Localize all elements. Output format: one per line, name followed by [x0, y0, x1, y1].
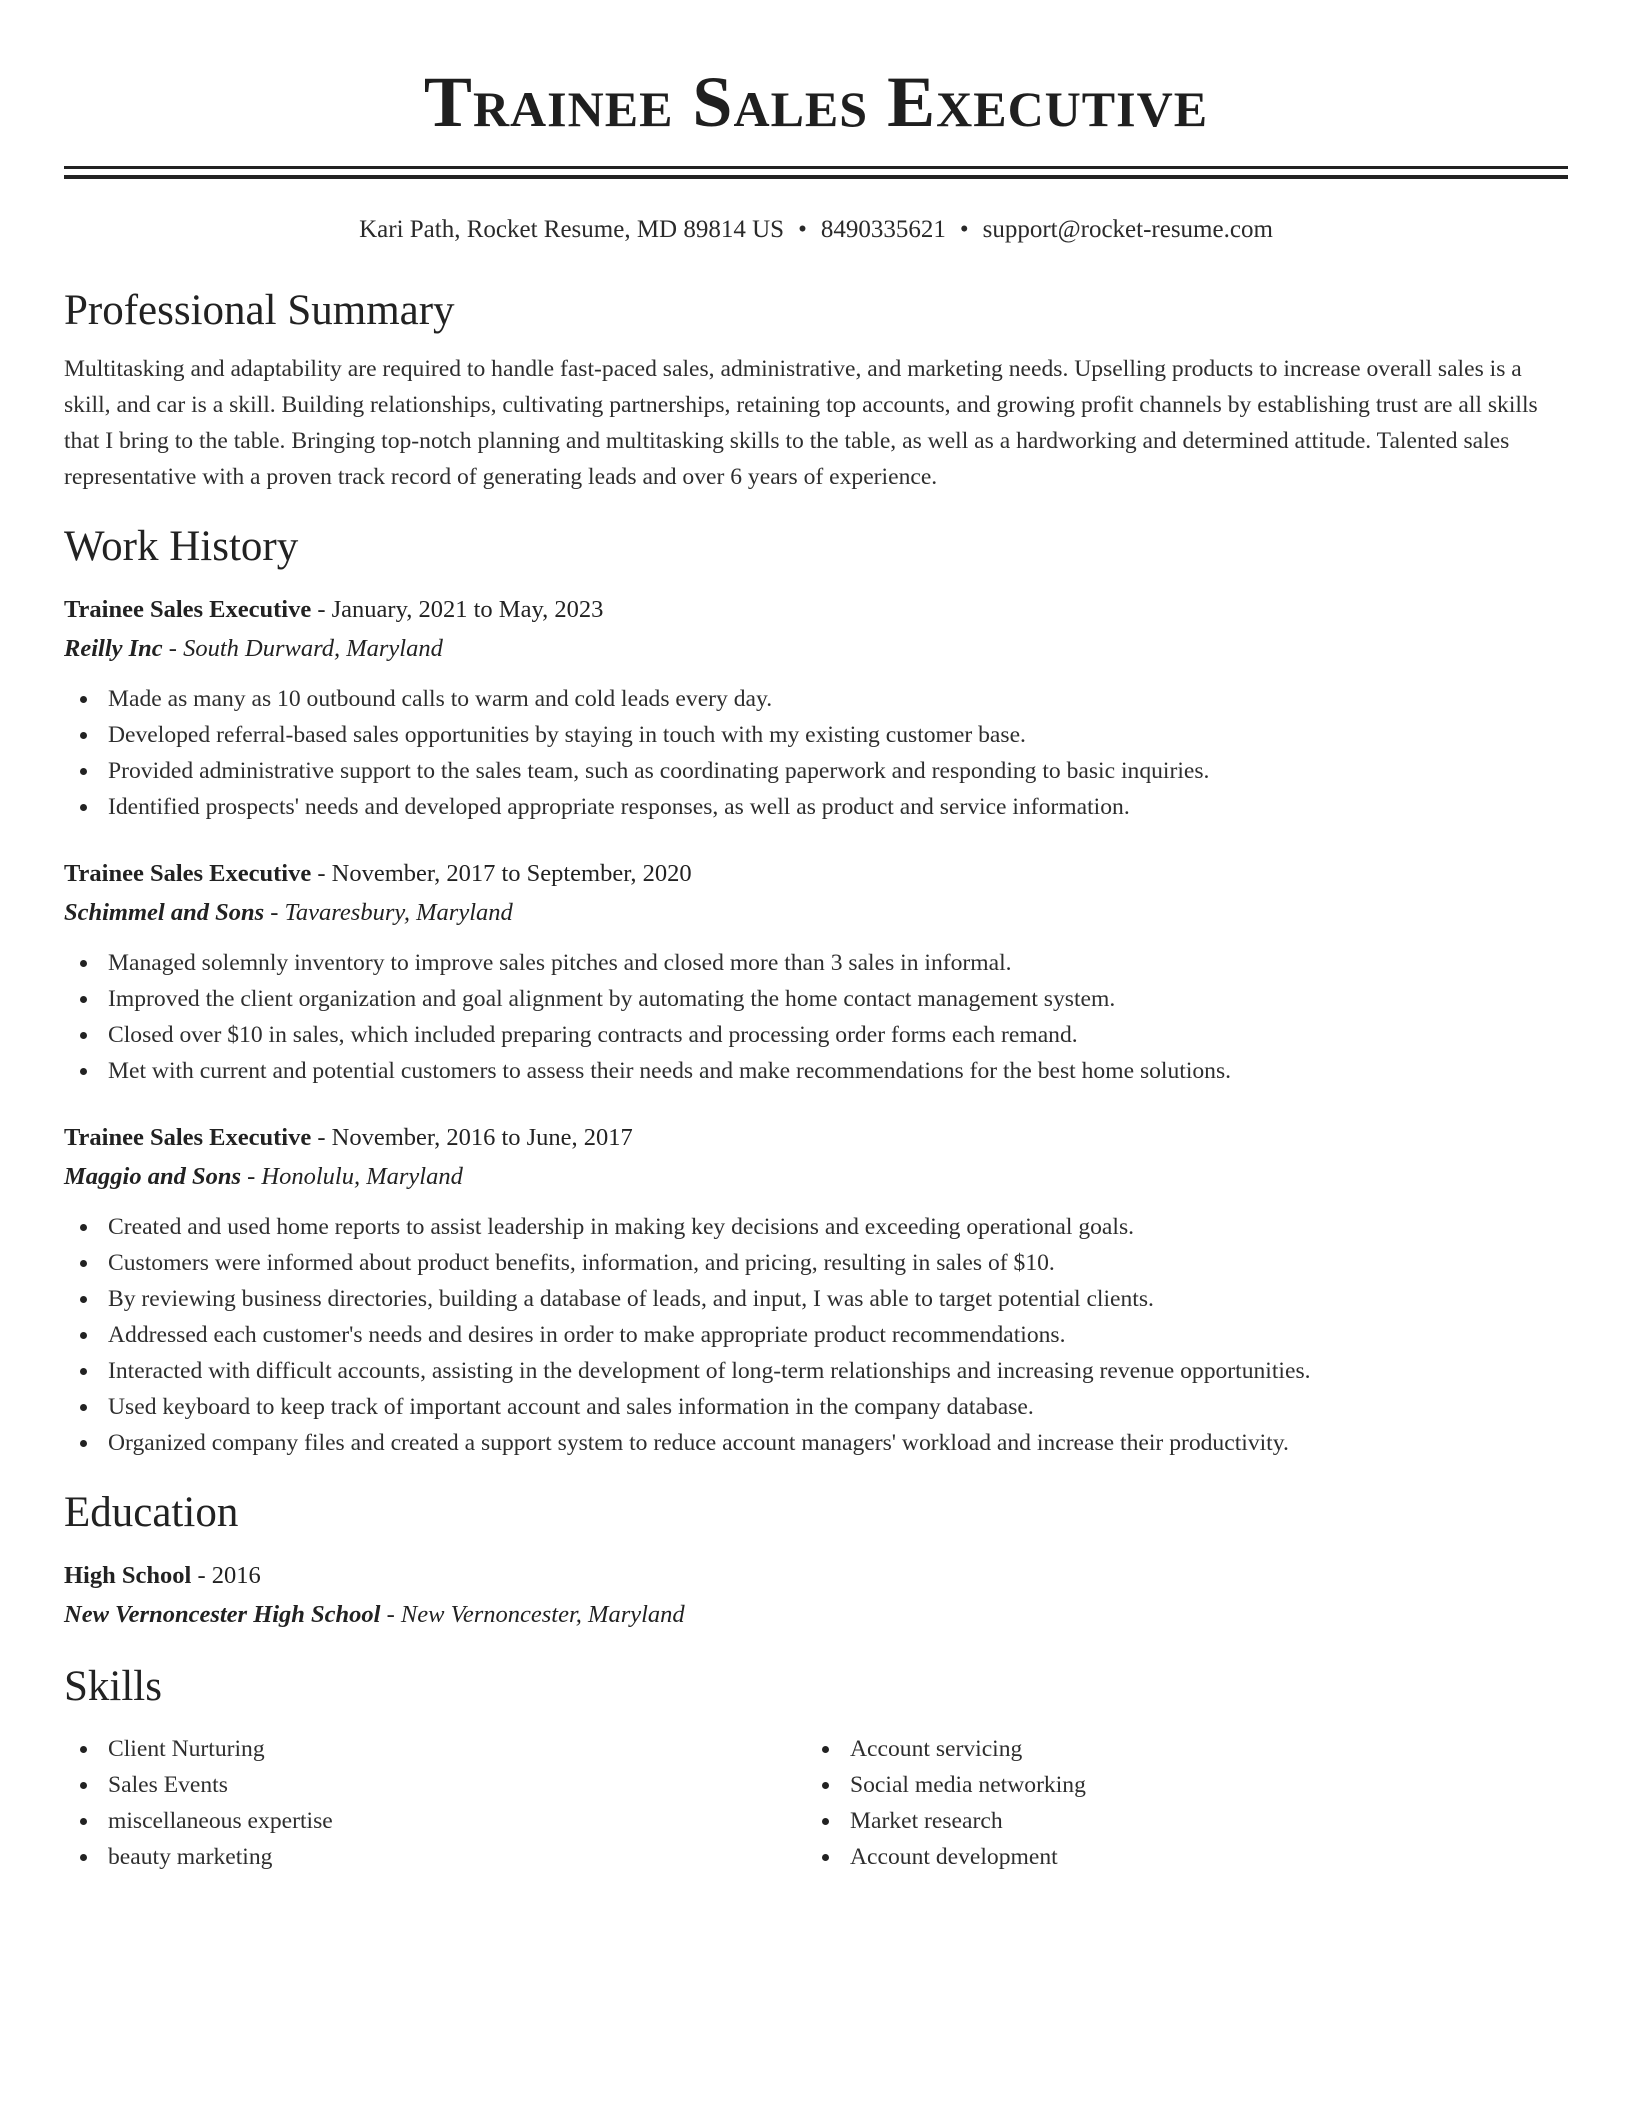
job-bullet: Used keyboard to keep track of important account and sales information in the company database. — [64, 1389, 1568, 1425]
job-bullet-list — [64, 945, 1568, 1089]
summary-text: Multitasking and adaptability are required to handle fast-paced sales, administrative, and marketing needs. Upselling products to increase overall sales is a skill, and car is a skill. Building relationships, cultivating partnerships, retaining top accounts, and growing profit channels by establishing trust are all skills that I bring to the table. Bringing top-notch planning and multitasking skills to the table, as well as a hardworking and determined attitude. Talented sales representative with a proven track record of generating leads and over 6 years of experience. — [64, 356, 1538, 490]
skill-item: Client Nurturing — [64, 1731, 806, 1767]
job-bullet: Customers were informed about product benefits, information, and pricing, resulting in sales of $10. — [64, 1245, 1568, 1281]
skills-list-right — [806, 1731, 1548, 1875]
job-dates: - November, 2016 to June, 2017 — [311, 1124, 633, 1151]
school-line — [64, 1595, 1568, 1635]
job-bullet: Created and used home reports to assist leadership in making key decisions and exceeding operational goals. — [64, 1209, 1568, 1245]
employer-line — [64, 1157, 1568, 1197]
job-entry — [64, 1119, 1568, 1461]
skill-item: Market research — [806, 1803, 1548, 1839]
skills-list-left — [64, 1731, 806, 1875]
skills-heading: Skills — [64, 1663, 162, 1710]
employer-location: - Tavaresbury, Maryland — [264, 899, 513, 926]
school-location: - New Vernoncester, Maryland — [380, 1601, 685, 1628]
employer-location: - South Durward, Maryland — [162, 635, 443, 662]
job-bullet: Closed over $10 in sales, which included preparing contracts and processing order forms each remand. — [64, 1017, 1568, 1053]
job-bullet: Improved the client organization and goal alignment by automating the home contact management system. — [64, 981, 1568, 1017]
job-bullet: By reviewing business directories, building a database of leads, and input, I was able to target potential clients. — [64, 1281, 1568, 1317]
employer-name: Reilly Inc — [64, 635, 163, 662]
contact-phone: 8490335621 — [820, 216, 946, 243]
job-entry — [64, 591, 1568, 825]
skills-grid — [64, 1731, 1568, 1875]
job-title-line — [64, 1119, 1568, 1157]
contact-email: support@rocket-resume.com — [982, 216, 1273, 243]
employer-name: Schimmel and Sons — [64, 899, 265, 926]
title-divider-top — [64, 166, 1568, 169]
job-bullet: Organized company files and created a support system to reduce account managers' workload and increase their productivity. — [64, 1425, 1568, 1461]
job-title-line — [64, 855, 1568, 893]
job-entry — [64, 855, 1568, 1089]
contact-line — [64, 215, 1568, 245]
job-bullet: Addressed each customer's needs and desires in order to make appropriate product recommendations. — [64, 1317, 1568, 1353]
degree-line — [64, 1557, 1568, 1595]
skill-item: Social media networking — [806, 1767, 1548, 1803]
title-divider-bottom — [64, 175, 1568, 179]
education-heading: Education — [64, 1489, 239, 1536]
job-bullet: Identified prospects' needs and developed appropriate responses, as well as product and service information. — [64, 789, 1568, 825]
work-history-heading: Work History — [64, 523, 299, 570]
job-dates: - November, 2017 to September, 2020 — [311, 860, 692, 887]
graduation-year: - 2016 — [191, 1562, 261, 1589]
employer-line — [64, 629, 1568, 669]
skill-item: Account servicing — [806, 1731, 1548, 1767]
job-title: Trainee Sales Executive — [64, 596, 312, 623]
job-bullet: Met with current and potential customers to assess their needs and make recommendations for the best home solutions. — [64, 1053, 1568, 1089]
employer-location: - Honolulu, Maryland — [241, 1163, 463, 1190]
job-bullet-list — [64, 681, 1568, 825]
job-bullet: Managed solemnly inventory to improve sales pitches and closed more than 3 sales in informal. — [64, 945, 1568, 981]
job-bullet: Made as many as 10 outbound calls to warm and cold leads every day. — [64, 681, 1568, 717]
resume-title: Trainee Sales Executive — [423, 62, 1209, 142]
employer-name: Maggio and Sons — [64, 1163, 242, 1190]
skill-item: beauty marketing — [64, 1839, 806, 1875]
job-bullet: Provided administrative support to the sales team, such as coordinating paperwork and responding to basic inquiries. — [64, 753, 1568, 789]
job-bullet-list — [64, 1209, 1568, 1461]
degree: High School — [64, 1562, 192, 1589]
summary-heading: Professional Summary — [64, 287, 455, 334]
contact-separator: • — [798, 216, 807, 243]
job-dates: - January, 2021 to May, 2023 — [311, 596, 604, 623]
job-bullet: Developed referral-based sales opportunities by staying in touch with my existing customer base. — [64, 717, 1568, 753]
job-bullet: Interacted with difficult accounts, assisting in the development of long-term relationships and increasing revenue opportunities. — [64, 1353, 1568, 1389]
contact-address: Kari Path, Rocket Resume, MD 89814 US — [359, 216, 785, 243]
job-title: Trainee Sales Executive — [64, 860, 312, 887]
job-title-line — [64, 591, 1568, 629]
skill-item: miscellaneous expertise — [64, 1803, 806, 1839]
education-entry — [64, 1557, 1568, 1635]
skill-item: Account development — [806, 1839, 1548, 1875]
contact-separator: • — [959, 216, 969, 243]
school-name: New Vernoncester High School — [64, 1601, 381, 1628]
skill-item: Sales Events — [64, 1767, 806, 1803]
employer-line — [64, 893, 1568, 933]
job-title: Trainee Sales Executive — [64, 1124, 312, 1151]
